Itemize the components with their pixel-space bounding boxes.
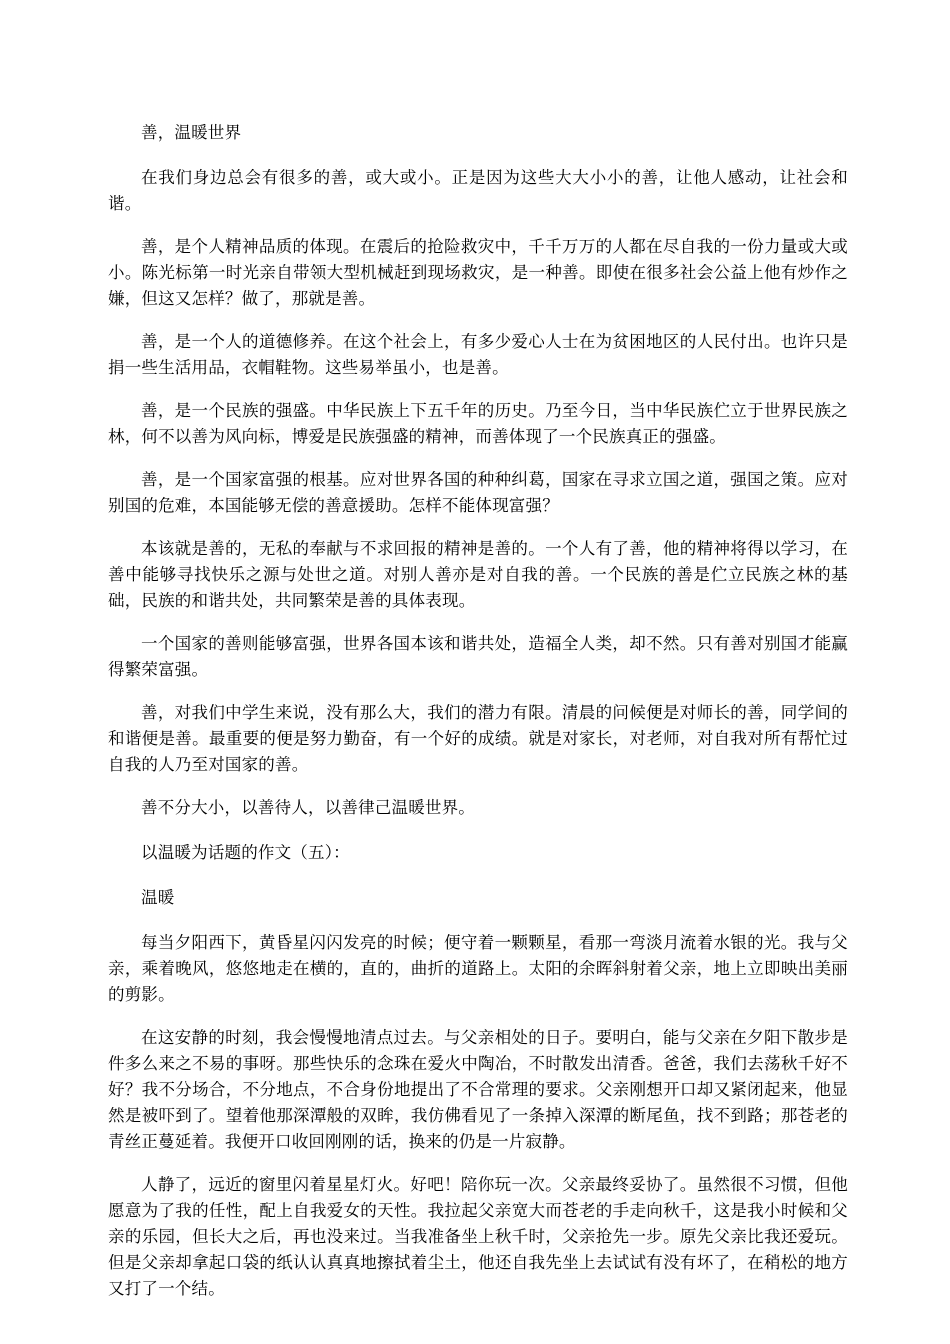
document-body bbox=[108, 120, 848, 1319]
paragraph: 在这安静的时刻，我会慢慢地清点过去。与父亲相处的日子。要明白，能与父亲在夕阳下散步是件多么来之不易的事呀。那些快乐的念珠在爱火中陶冶，不时散发出清香。爸爸，我们去荡秋千好不好？我不分场合，不分地点，不合身份地提出了不合常理的要求。父亲刚想开口却又紧闭起来，他显然是被吓到了。望着他那深潭般的双眸，我仿佛看见了一条掉入深潭的断尾鱼，找不到路；那苍老的青丝正蔓延着。我便开口收回刚刚的话，换来的仍是一片寂静。 bbox=[108, 1028, 848, 1151]
section-heading: 以温暖为话题的作文（五）： bbox=[141, 843, 350, 862]
paragraph: 在我们身边总会有很多的善，或大或小。正是因为这些大大小小的善，让他人感动，让社会和谐。 bbox=[108, 168, 848, 213]
essay-title: 善，温暖世界 bbox=[141, 123, 242, 142]
paragraph: 善，是个人精神品质的体现。在震后的抢险救灾中，千千万万的人都在尽自我的一份力量或大或小。陈光标第一时光亲自带领大型机械赶到现场救灾，是一种善。即使在很多社会公益上他有炒作之嫌，但这又怎样？做了，那就是善。 bbox=[108, 237, 848, 308]
paragraph: 善，是一个民族的强盛。中华民族上下五千年的历史。乃至今日，当中华民族伫立于世界民族之林，何不以善为风向标，博爱是民族强盛的精神，而善体现了一个民族真正的强盛。 bbox=[108, 401, 848, 446]
paragraph: 本该就是善的，无私的奉献与不求回报的精神是善的。一个人有了善，他的精神将得以学习，在善中能够寻找快乐之源与处世之道。对别人善亦是对自我的善。一个民族的善是伫立民族之林的基础，民族的和谐共处，共同繁荣是善的具体表现。 bbox=[108, 539, 848, 610]
paragraph: 每当夕阳西下，黄昏星闪闪发亮的时候；便守着一颗颗星，看那一弯淡月流着水银的光。我与父亲，乘着晚风，悠悠地走在横的，直的，曲折的道路上。太阳的余晖斜射着父亲，地上立即映出美丽的剪影。 bbox=[108, 933, 848, 1004]
paragraph: 人静了，远近的窗里闪着星星灯火。好吧！陪你玩一次。父亲最终妥协了。虽然很不习惯，但他愿意为了我的任性，配上自我爱女的天性。我拉起父亲宽大而苍老的手走向秋千，这是我小时候和父亲的乐园，但长大之后，再也没来过。当我准备坐上秋千时，父亲抢先一步。原先父亲比我还爱玩。但是父亲却拿起口袋的纸认认真真地擦拭着尘土，他还自我先坐上去试试有没有坏了，在稍松的地方又打了一个结。 bbox=[108, 1175, 848, 1298]
paragraph: 善不分大小，以善待人，以善律己温暖世界。 bbox=[141, 798, 475, 817]
paragraph: 善，是一个人的道德修养。在这个社会上，有多少爱心人士在为贫困地区的人民付出。也许只是捐一些生活用品，衣帽鞋物。这些易举虽小，也是善。 bbox=[108, 332, 848, 377]
essay-title: 温暖 bbox=[141, 888, 175, 907]
paragraph: 一个国家的善则能够富强，世界各国本该和谐共处，造福全人类，却不然。只有善对别国才能赢得繁荣富强。 bbox=[108, 634, 848, 679]
paragraph: 善，对我们中学生来说，没有那么大，我们的潜力有限。清晨的问候便是对师长的善，同学间的和谐便是善。最重要的便是努力勤奋，有一个好的成绩。就是对家长，对老师，对自我对所有帮忙过自我的人乃至对国家的善。 bbox=[108, 703, 848, 774]
paragraph: 善，是一个国家富强的根基。应对世界各国的种种纠葛，国家在寻求立国之道，强国之策。应对别国的危难，本国能够无偿的善意援助。怎样不能体现富强？ bbox=[108, 470, 848, 515]
